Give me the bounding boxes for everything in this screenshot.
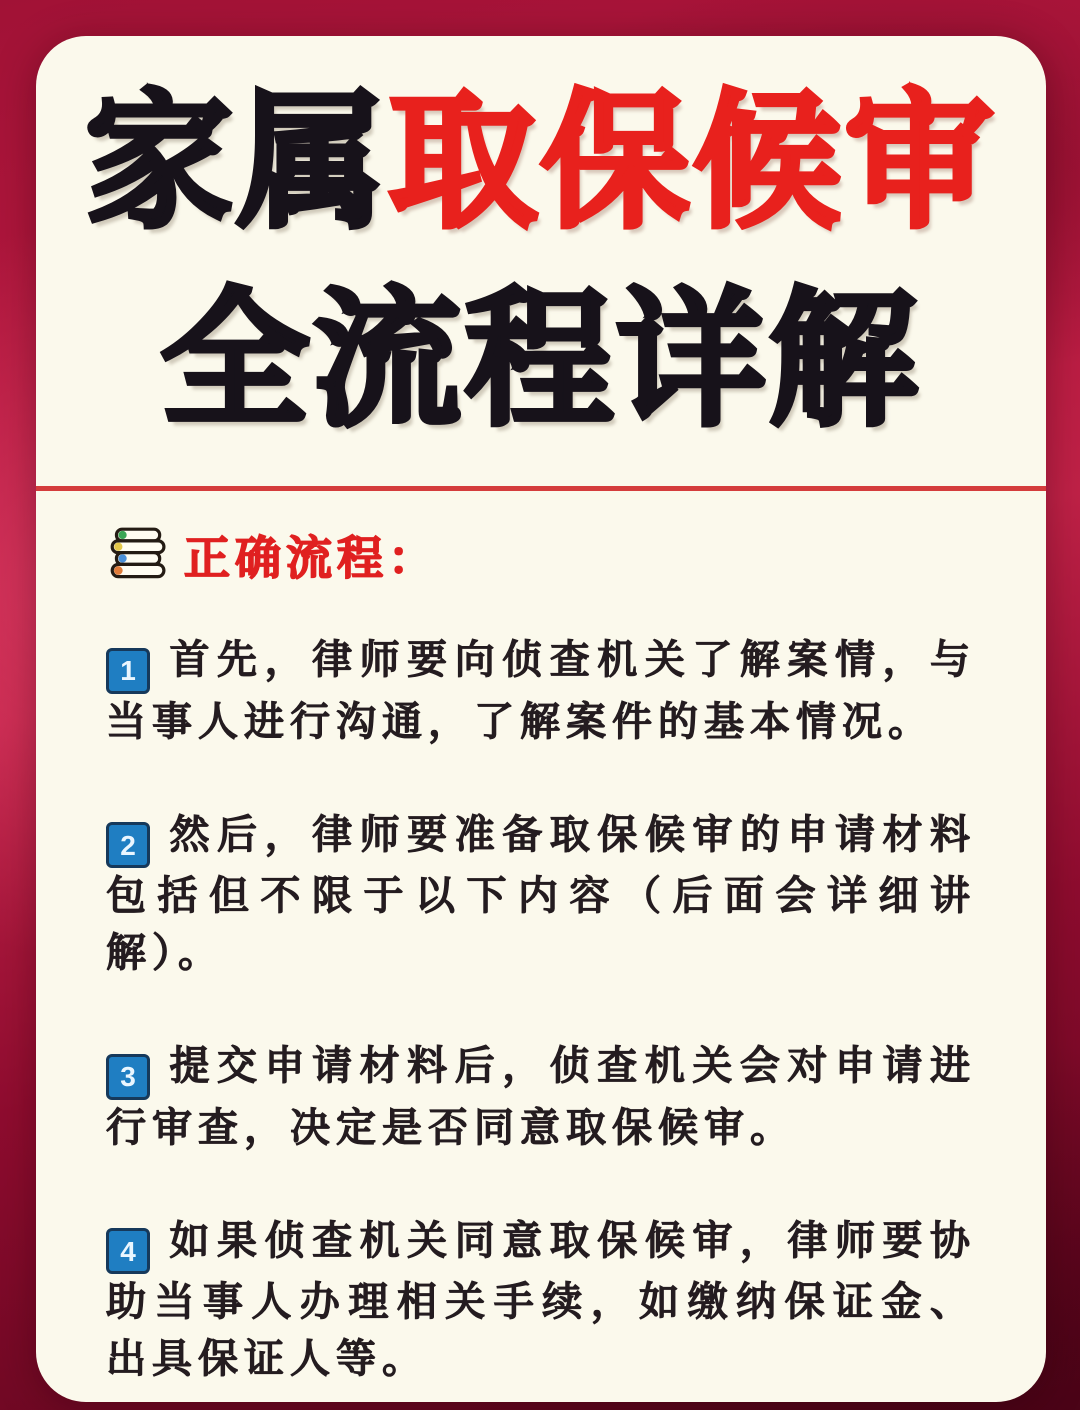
step-number-badge: 1 (106, 648, 150, 694)
step-text: 首先，律师要向侦查机关了解案情，与当事人进行沟通，了解案件的基本情况。 (106, 638, 976, 744)
step-item-2 (106, 807, 976, 983)
title-line-2: 全流程详解 (161, 278, 921, 443)
step-item-3 (106, 1038, 976, 1157)
books-icon (108, 525, 170, 585)
step-text: 提交申请材料后，侦查机关会对申请进行审查，决定是否同意取保候审。 (106, 1044, 976, 1150)
poster-title (36, 36, 1046, 460)
title-line1-red: 取保候审 (389, 80, 997, 245)
poster-card (36, 36, 1046, 1402)
step-item-1 (106, 632, 976, 751)
red-divider-line (36, 486, 1046, 491)
section-header (108, 523, 974, 587)
step-number-badge: 3 (106, 1054, 150, 1100)
section-label: 正确流程： (184, 532, 439, 584)
step-text: 然后，律师要准备取保候审的申请材料包括但不限于以下内容（后面会详细讲解）。 (106, 812, 976, 975)
steps-list (106, 632, 976, 1388)
title-line1-black: 家属 (85, 80, 389, 245)
step-number-badge: 4 (106, 1228, 150, 1274)
step-number-badge: 2 (106, 822, 150, 868)
step-text: 如果侦查机关同意取保候审，律师要协助当事人办理相关手续，如缴纳保证金、出具保证人等。 (106, 1218, 976, 1381)
step-item-4 (106, 1213, 976, 1389)
title-line-1 (36, 64, 1046, 262)
